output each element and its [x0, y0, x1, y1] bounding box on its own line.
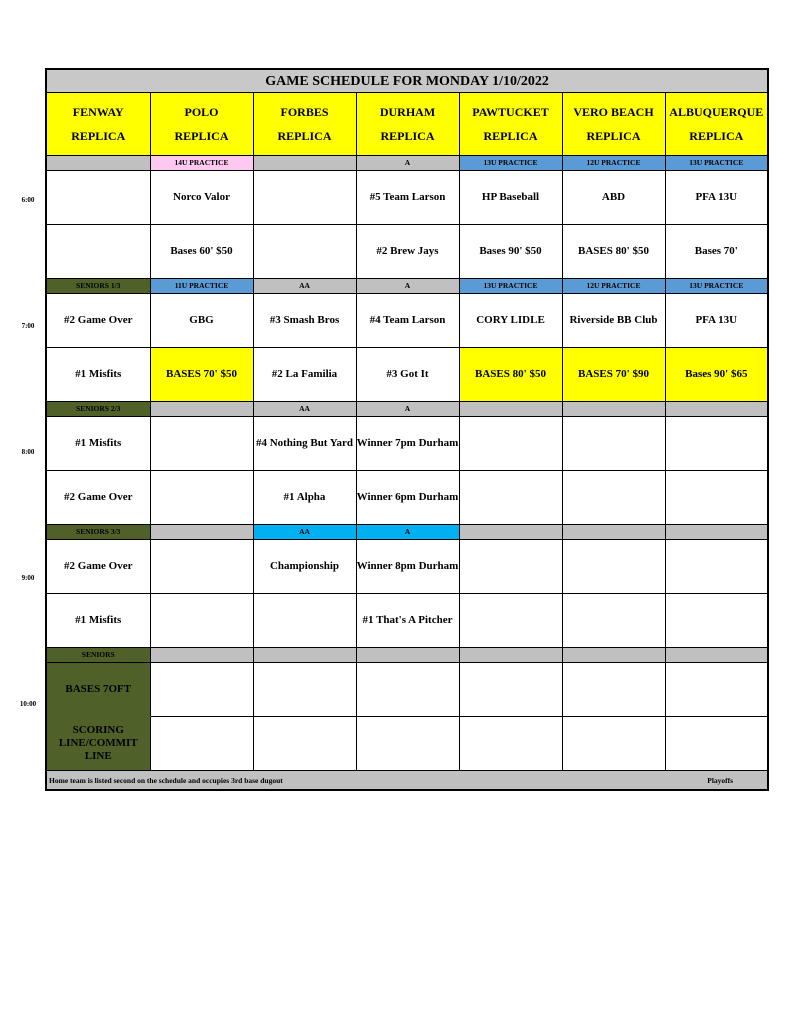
schedule-cell: #1 Alpha [253, 471, 356, 525]
division-label [562, 402, 665, 417]
schedule-cell [356, 663, 459, 717]
schedule-cell: #1 That's A Pitcher [356, 594, 459, 648]
division-label [150, 648, 253, 663]
schedule-cell: #4 Nothing But Yard [253, 417, 356, 471]
schedule-cell [46, 225, 150, 279]
schedule-cell: BASES 80' $50 [459, 348, 562, 402]
division-label [253, 156, 356, 171]
division-label [459, 525, 562, 540]
schedule-row [46, 417, 768, 471]
schedule-cell: #3 Smash Bros [253, 294, 356, 348]
division-label: 14U PRACTICE [150, 156, 253, 171]
schedule-cell: PFA 13U [665, 294, 768, 348]
division-band-row [46, 525, 768, 540]
division-label: AA [253, 525, 356, 540]
schedule-row [46, 663, 768, 717]
division-label [150, 402, 253, 417]
schedule-cell: #2 La Familia [253, 348, 356, 402]
time-label-8: 8:00 [21, 448, 35, 456]
division-label: SENIORS [46, 648, 150, 663]
schedule-cell [150, 540, 253, 594]
field-header-durham [356, 93, 459, 156]
schedule-cell: SCORING LINE/COMMIT LINE [46, 717, 150, 771]
schedule-cell: #5 Team Larson [356, 171, 459, 225]
schedule-row [46, 171, 768, 225]
schedule-cell: #1 Misfits [46, 594, 150, 648]
schedule-row [46, 471, 768, 525]
schedule-cell: PFA 13U [665, 171, 768, 225]
field-name: PAWTUCKET [472, 105, 549, 119]
field-sub: REPLICA [483, 129, 538, 143]
division-band-row [46, 648, 768, 663]
field-sub: REPLICA [174, 129, 229, 143]
footer-row [46, 771, 768, 791]
schedule-cell [253, 225, 356, 279]
division-label: SENIORS 2/3 [46, 402, 150, 417]
field-sub: REPLICA [586, 129, 641, 143]
division-label: 12U PRACTICE [562, 279, 665, 294]
schedule-cell [665, 471, 768, 525]
footer-cell [46, 771, 768, 791]
field-sub: REPLICA [380, 129, 435, 143]
schedule-cell: Norco Valor [150, 171, 253, 225]
schedule-cell: #2 Game Over [46, 294, 150, 348]
schedule-cell: #2 Brew Jays [356, 225, 459, 279]
title-row [46, 69, 768, 93]
time-label-10: 10:00 [19, 700, 37, 708]
schedule-cell [459, 471, 562, 525]
field-header-polo [150, 93, 253, 156]
division-label: A [356, 156, 459, 171]
schedule-title: GAME SCHEDULE FOR MONDAY 1/10/2022 [46, 69, 768, 93]
schedule-row [46, 717, 768, 771]
schedule-row [46, 540, 768, 594]
schedule-cell: CORY LIDLE [459, 294, 562, 348]
schedule-cell: #2 Game Over [46, 540, 150, 594]
footer-playoffs: Playoffs [707, 775, 734, 785]
division-label [150, 525, 253, 540]
schedule-cell [562, 594, 665, 648]
field-header-fenway [46, 93, 150, 156]
schedule-cell: Bases 60' $50 [150, 225, 253, 279]
schedule-cell [665, 594, 768, 648]
schedule-cell: ABD [562, 171, 665, 225]
division-label: AA [253, 402, 356, 417]
schedule-cell: Winner 7pm Durham [356, 417, 459, 471]
schedule-cell [459, 717, 562, 771]
schedule-cell [665, 540, 768, 594]
schedule-cell: Riverside BB Club [562, 294, 665, 348]
division-band-row [46, 156, 768, 171]
division-label [562, 525, 665, 540]
schedule-row [46, 594, 768, 648]
division-label: A [356, 402, 459, 417]
time-label-7: 7:00 [21, 322, 35, 330]
schedule-row [46, 225, 768, 279]
division-label: 13U PRACTICE [459, 279, 562, 294]
schedule-cell [562, 417, 665, 471]
schedule-cell: BASES 80' $50 [562, 225, 665, 279]
schedule-cell: HP Baseball [459, 171, 562, 225]
schedule-cell [665, 417, 768, 471]
schedule-cell: GBG [150, 294, 253, 348]
schedule-cell [150, 417, 253, 471]
schedule-cell [459, 594, 562, 648]
schedule-cell [665, 717, 768, 771]
field-sub: REPLICA [277, 129, 332, 143]
division-label: A [356, 279, 459, 294]
field-header-row [46, 93, 768, 156]
field-sub: REPLICA [71, 129, 126, 143]
division-label [459, 648, 562, 663]
schedule-cell [562, 471, 665, 525]
schedule-cell [253, 663, 356, 717]
schedule-cell: #3 Got It [356, 348, 459, 402]
time-label-9: 9:00 [21, 574, 35, 582]
division-label: SENIORS 3/3 [46, 525, 150, 540]
schedule-row [46, 348, 768, 402]
schedule-cell: #2 Game Over [46, 471, 150, 525]
division-label [356, 648, 459, 663]
division-label: 11U PRACTICE [150, 279, 253, 294]
division-label [665, 402, 768, 417]
schedule-cell [665, 663, 768, 717]
schedule-cell: Bases 90' $50 [459, 225, 562, 279]
division-label: 13U PRACTICE [459, 156, 562, 171]
field-header-forbes [253, 93, 356, 156]
schedule-cell [150, 471, 253, 525]
schedule-cell [459, 663, 562, 717]
schedule-cell [253, 717, 356, 771]
division-label: SENIORS 1/3 [46, 279, 150, 294]
division-label: 12U PRACTICE [562, 156, 665, 171]
division-label [46, 156, 150, 171]
schedule-cell: Bases 70' [665, 225, 768, 279]
division-label [459, 402, 562, 417]
field-name: DURHAM [379, 105, 436, 119]
schedule-cell: Bases 90' $65 [665, 348, 768, 402]
footer-note: Home team is listed second on the schedule and occupies 3rd base dugout [49, 775, 283, 785]
schedule-cell [46, 171, 150, 225]
schedule-cell: BASES 70' $50 [150, 348, 253, 402]
schedule-cell [150, 594, 253, 648]
schedule-cell: Winner 6pm Durham [356, 471, 459, 525]
schedule-cell [562, 663, 665, 717]
division-label [665, 525, 768, 540]
schedule-cell [562, 540, 665, 594]
division-label [562, 648, 665, 663]
field-name: FENWAY [72, 105, 124, 119]
schedule-cell [356, 717, 459, 771]
field-header-albuquerque [665, 93, 768, 156]
schedule-cell: BASES 7OFT [46, 663, 150, 717]
schedule-cell [253, 594, 356, 648]
division-label: 13U PRACTICE [665, 156, 768, 171]
division-label: AA [253, 279, 356, 294]
schedule-cell: BASES 70' $90 [562, 348, 665, 402]
schedule-cell: #1 Misfits [46, 348, 150, 402]
field-header-vero-beach [562, 93, 665, 156]
schedule-table [45, 68, 769, 791]
schedule-cell [150, 717, 253, 771]
schedule-cell: Winner 8pm Durham [356, 540, 459, 594]
schedule-cell [459, 540, 562, 594]
field-name: POLO [184, 105, 219, 119]
field-name: FORBES [280, 105, 329, 119]
schedule-cell: #4 Team Larson [356, 294, 459, 348]
division-label [253, 648, 356, 663]
division-label: A [356, 525, 459, 540]
field-name: ALBUQUERQUE [669, 105, 764, 119]
division-label: 13U PRACTICE [665, 279, 768, 294]
division-label [665, 648, 768, 663]
schedule-cell [459, 417, 562, 471]
division-band-row [46, 279, 768, 294]
schedule-cell: Championship [253, 540, 356, 594]
field-name: VERO BEACH [573, 105, 654, 119]
field-header-pawtucket [459, 93, 562, 156]
division-band-row [46, 402, 768, 417]
schedule-cell [253, 171, 356, 225]
field-sub: REPLICA [689, 129, 744, 143]
schedule-cell [562, 717, 665, 771]
schedule-cell: #1 Misfits [46, 417, 150, 471]
schedule-cell [150, 663, 253, 717]
schedule-row [46, 294, 768, 348]
time-label-6: 6:00 [21, 196, 35, 204]
